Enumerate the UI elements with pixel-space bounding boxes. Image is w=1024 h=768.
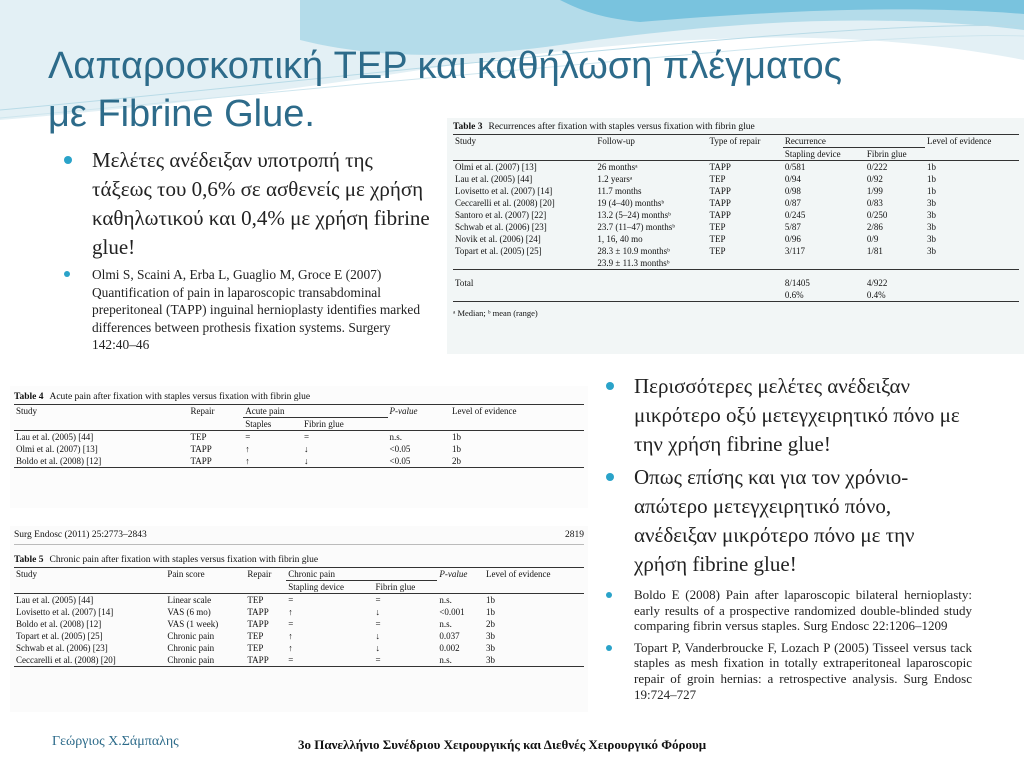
journal-page-number: 2819 xyxy=(565,530,584,540)
table3-cell-followup: 23.9 ± 11.3 monthsᵇ xyxy=(595,257,707,270)
bullet-text: Μελέτες ανέδειξαν υποτροπή της τάξεως του 0,6% σε ασθενείς με χρήση καθηλωτικού και 0,4% με χρήση fibrine glue! xyxy=(92,148,430,259)
table5-cell-score: Chronic pain xyxy=(167,643,215,653)
table5-cell-fibrin: = xyxy=(375,619,381,629)
table4-cell-staples: ↑ xyxy=(243,455,302,468)
table3-cell-level: 3b xyxy=(926,222,936,232)
table3-cell-type: TAPP xyxy=(709,162,731,172)
table4-cell-level: 1b xyxy=(452,432,462,442)
table5-cell-fibrin: ↓ xyxy=(375,631,380,641)
table4-caption: Table 4 Acute pain after fixation with staples versus fixation with fibrin glue xyxy=(14,392,311,402)
table4-header-acute: Acute pain xyxy=(243,405,387,418)
table3-cell-fibrin: 0/83 xyxy=(866,198,883,208)
title-line-2: με Fibrine Glue. xyxy=(48,93,315,135)
table5-cell-stapling: ↑ xyxy=(288,643,293,653)
table5-cell-study: Lovisetto et al. (2007) [14] xyxy=(16,607,114,617)
table3-row xyxy=(453,233,1019,245)
table3-row xyxy=(453,173,1019,185)
table4 xyxy=(14,404,584,468)
table4-cell-p: n.s. xyxy=(389,432,403,442)
table4-cell-staples: ↑ xyxy=(245,444,250,454)
table5-cell-score: Chronic pain xyxy=(167,631,215,641)
table4-row xyxy=(14,431,584,444)
table5-cell-score: Linear scale xyxy=(167,595,212,605)
table5-cell-p: n.s. xyxy=(437,654,484,667)
bullet-dot-icon xyxy=(606,645,612,651)
table3-cell-fibrin: 0/92 xyxy=(866,174,883,184)
table3-cell-stapling: 0/87 xyxy=(784,198,801,208)
table4-cell-fibrin: ↓ xyxy=(303,444,309,454)
table5-image xyxy=(10,526,588,712)
table5-header-score: Pain score xyxy=(165,568,245,581)
table3-body xyxy=(453,161,1019,270)
left-bullet-list xyxy=(60,146,432,354)
table3-total-fibrin: 4/922 xyxy=(865,270,925,290)
table3-cell-stapling: 0/96 xyxy=(784,234,801,244)
table3-cell-fibrin: 2/86 xyxy=(866,222,883,232)
table3-cell-stapling: 0/581 xyxy=(784,162,806,172)
table5-cell-repair: TEP xyxy=(247,643,264,653)
table3-cell-level: 1b xyxy=(926,162,936,172)
table3-cell-followup: 28.3 ± 10.9 monthsᵇ xyxy=(597,246,670,256)
table5-cell-p: <0.001 xyxy=(439,607,465,617)
table4-cell-level: 2b xyxy=(450,455,584,468)
table4-header-staples: Staples xyxy=(243,418,302,431)
table5-row xyxy=(14,654,584,667)
table4-cell-p: <0.05 xyxy=(389,444,411,454)
table3-cell-fibrin: 1/99 xyxy=(866,186,883,196)
table4-cell-repair: TEP xyxy=(190,432,207,442)
table5-caption: Table 5 Chronic pain after fixation with staples versus fixation with fibrin glue xyxy=(14,555,319,565)
table5-cell-repair: TAPP xyxy=(247,607,269,617)
table3-cell-type: TEP xyxy=(709,174,726,184)
table3-cell-study: Lovisetto et al. (2007) [14] xyxy=(455,186,553,196)
table5-header-chronic: Chronic pain xyxy=(286,568,437,581)
bullet-dot-icon xyxy=(606,382,614,390)
table3-total-label: Total xyxy=(453,270,595,290)
table3-header-recurrence: Recurrence xyxy=(783,135,925,148)
table5-header-pvalue: P-value xyxy=(437,568,484,581)
table3-cell-study: Olmi et al. (2007) [13] xyxy=(455,162,537,172)
table5-cell-study: Lau et al. (2005) [44] xyxy=(16,595,94,605)
table4-cell-p: <0.05 xyxy=(388,455,451,468)
table5-cell-level: 2b xyxy=(486,619,496,629)
footer-conference: 3ο Πανελλήνιο Συνέδριου Χειρουργικής και Διεθνές Χειρουργικό Φόρουμ xyxy=(298,737,707,752)
table3-row xyxy=(453,221,1019,233)
table4-cell-repair: TAPP xyxy=(190,444,212,454)
table5-cell-fibrin: ↓ xyxy=(375,643,380,653)
table5-cell-level: 1b xyxy=(486,607,496,617)
table5-row xyxy=(14,642,584,654)
table3-header-level: Level of evidence xyxy=(925,135,1019,148)
table5-cell-study: Boldo et al. (2008) [12] xyxy=(16,619,102,629)
table5-cell-study: Schwab et al. (2006) [23] xyxy=(16,643,108,653)
table5-cell-study: Topart et al. (2005) [25] xyxy=(16,631,103,641)
bullet-reference-topart xyxy=(602,640,972,702)
table3-cell-type xyxy=(708,257,783,270)
table4-cell-level: 1b xyxy=(452,444,462,454)
bullet-chronic-pain xyxy=(602,463,972,579)
table3-cell-level: 1b xyxy=(926,186,936,196)
table3-cell-level: 3b xyxy=(926,210,936,220)
table4-cell-repair: TAPP xyxy=(189,455,244,468)
table3-header-stapling: Stapling device xyxy=(783,148,865,161)
table3-row xyxy=(453,257,1019,270)
table3-row xyxy=(453,197,1019,209)
table4-cell-study: Olmi et al. (2007) [13] xyxy=(16,444,98,454)
table5-cell-stapling: ↑ xyxy=(288,607,293,617)
bullet-recurrence-summary xyxy=(60,146,432,262)
table5-row xyxy=(14,606,584,618)
table5-cell-stapling: = xyxy=(286,654,373,667)
bullet-reference-boldo xyxy=(602,587,972,634)
table3-cell-study: Santoro et al. (2007) [22] xyxy=(455,210,547,220)
table3-cell-followup: 1, 16, 40 mo xyxy=(597,234,643,244)
reference-text: Topart P, Vanderbroucke F, Lozach P (2005) Tisseel versus tack staples as mesh fixation in totally extraperitoneal laparoscopic repair of groin hernias: a retrospective analysis. Surg Endosc 19:724–727 xyxy=(634,639,972,702)
table3-header-followup: Follow-up xyxy=(595,135,707,148)
table4-cell-fibrin: ↓ xyxy=(302,455,388,468)
table4-header-repair: Repair xyxy=(189,405,244,418)
table3-cell-level: 1b xyxy=(926,174,936,184)
right-bullet-list xyxy=(602,372,972,702)
bullet-dot-icon xyxy=(606,473,614,481)
table3-row xyxy=(453,161,1019,174)
table3-cell-stapling: 5/87 xyxy=(784,222,801,232)
table3-header-fibrin: Fibrin glue xyxy=(865,148,925,161)
table3-row xyxy=(453,185,1019,197)
table3-cell-study: Ceccarelli et al. (2008) [20] xyxy=(455,198,555,208)
table3-cell-type: TAPP xyxy=(709,186,731,196)
table5-cell-p: 0.037 xyxy=(439,631,460,641)
bullet-reference-olmi xyxy=(60,266,432,354)
footer-author: Γεώργιος Χ.Σάμπαλης xyxy=(52,734,179,749)
table5-journal-header xyxy=(14,530,584,545)
table3-cell-followup: 11.7 months xyxy=(597,186,642,196)
table3-total-pct-stapling: 0.6% xyxy=(783,289,865,302)
table3-cell-fibrin: 1/81 xyxy=(866,246,883,256)
table5-cell-level: 3b xyxy=(484,654,584,667)
table3-cell-fibrin: 0/222 xyxy=(866,162,888,172)
table3-cell-followup: 13.2 (5–24) monthsᵇ xyxy=(597,210,671,220)
table3-caption: Table 3 Recurrences after fixation with staples versus fixation with fibrin glue xyxy=(453,122,755,132)
table3-cell-followup: 23.7 (11–47) monthsᵇ xyxy=(597,222,676,232)
table4-header-study: Study xyxy=(14,405,189,418)
table5-header-stapling: Stapling device xyxy=(286,581,373,594)
table5-cell-repair: TEP xyxy=(247,631,264,641)
table3-cell-type: TEP xyxy=(709,234,726,244)
table3-row xyxy=(453,209,1019,221)
table5-row xyxy=(14,618,584,630)
table3-total-pct-fibrin: 0.4% xyxy=(865,289,925,302)
table3-cell-level: 3b xyxy=(926,198,936,208)
table4-header-level: Level of evidence xyxy=(450,405,584,418)
table3-cell-study: Topart et al. (2005) [25] xyxy=(455,246,542,256)
table3-row xyxy=(453,245,1019,257)
table3-cell-stapling: 0/98 xyxy=(784,186,801,196)
table5-cell-stapling: ↑ xyxy=(288,631,293,641)
table3-cell-type: TAPP xyxy=(709,210,731,220)
table3-cell-stapling xyxy=(783,257,865,270)
table5-cell-p: n.s. xyxy=(439,595,452,605)
table5-cell-stapling: = xyxy=(288,619,294,629)
table4-cell-staples: = xyxy=(245,432,251,442)
table4-row xyxy=(14,455,584,468)
table3-cell-fibrin: 0/9 xyxy=(866,234,879,244)
table5-cell-repair: TAPP xyxy=(247,619,269,629)
table5-cell-level: 1b xyxy=(486,595,496,605)
table5-row xyxy=(14,630,584,642)
reference-text: Boldo E (2008) Pain after laparoscopic bilateral hernioplasty: early results of a prospective randomized double-blinded study comparing fibrin versus staples. Surg Endosc 22:1206–1209 xyxy=(634,587,972,634)
table5-cell-repair: TAPP xyxy=(245,654,286,667)
table5-cell-score: VAS (6 mo) xyxy=(167,607,211,617)
bullet-acute-pain xyxy=(602,372,972,459)
table3-cell-study: Schwab et al. (2006) [23] xyxy=(455,222,547,232)
table4-header-pvalue: P-value xyxy=(388,405,451,418)
table3-cell-stapling: 0/94 xyxy=(784,174,801,184)
table3-cell-study: Novik et al. (2006) [24] xyxy=(455,234,541,244)
table3-cell-study: Lau et al. (2005) [44] xyxy=(455,174,533,184)
bullet-text: Οπως επίσης και για τον χρόνιο-απώτερο μετεγχειρητικό πόνο, ανέδειξαν μικρότερο πόνο με την χρήση fibrine glue! xyxy=(634,465,915,576)
table3-footnote: ᵃ Median; ᵇ mean (range) xyxy=(453,308,538,318)
table5-header-repair: Repair xyxy=(245,568,286,581)
table3-cell-followup: 1.2 yearsᵃ xyxy=(597,174,633,184)
table3-cell-followup: 26 monthsᵃ xyxy=(597,162,638,172)
table5-cell-fibrin: = xyxy=(375,595,381,605)
table3-cell-level: 3b xyxy=(926,246,936,256)
table3-cell-type: TEP xyxy=(709,222,726,232)
table5-header-study: Study xyxy=(14,568,165,581)
reference-text: Olmi S, Scaini A, Erba L, Guaglio M, Groce E (2007) Quantification of pain in laparoscopic transabdominal preperitoneal (TAPP) inguinal hernioplasty identifies marked differences between prothesis fixation systems. Surgery 142:40–46 xyxy=(92,267,421,353)
title-line-1: Λαπαροσκοπική TEP και καθήλωση πλέγματος xyxy=(48,45,842,87)
table3-cell-level: 3b xyxy=(926,234,936,244)
table4-image xyxy=(10,386,588,508)
table5-cell-score: VAS (1 week) xyxy=(167,619,219,629)
table5-row xyxy=(14,594,584,607)
table5-body xyxy=(14,594,584,667)
table3-cell-followup: 19 (4–40) monthsᵇ xyxy=(597,198,665,208)
table4-header-fibrin: Fibrin glue xyxy=(302,418,388,431)
table4-cell-study: Boldo et al. (2008) [12] xyxy=(14,455,189,468)
table5-cell-fibrin: = xyxy=(373,654,437,667)
table3-cell-stapling: 3/117 xyxy=(784,246,806,256)
table5-header-level: Level of evidence xyxy=(484,568,584,581)
table5-cell-level: 3b xyxy=(486,631,496,641)
table3-header-type: Type of repair xyxy=(708,135,783,148)
table3-cell-study xyxy=(453,257,595,270)
table5 xyxy=(14,567,584,667)
table3-cell-level xyxy=(925,257,1019,270)
table5-cell-score: Chronic pain xyxy=(165,654,245,667)
table3-cell-type: TAPP xyxy=(709,198,731,208)
table3-cell-type: TEP xyxy=(709,246,726,256)
table5-cell-p: n.s. xyxy=(439,619,452,629)
bullet-dot-icon xyxy=(64,271,70,277)
table4-body xyxy=(14,431,584,468)
table3-header-study: Study xyxy=(453,135,595,148)
table5-cell-level: 3b xyxy=(486,643,496,653)
table4-cell-study: Lau et al. (2005) [44] xyxy=(16,432,94,442)
table5-cell-fibrin: ↓ xyxy=(375,607,380,617)
table3-image xyxy=(447,118,1024,354)
table3-total-stapling: 8/1405 xyxy=(783,270,865,290)
bullet-dot-icon xyxy=(606,592,612,598)
bullet-dot-icon xyxy=(64,156,72,164)
table3-cell-stapling: 0/245 xyxy=(784,210,806,220)
bullet-text: Περισσότερες μελέτες ανέδειξαν μικρότερο οξύ μετεγχειρητικό πόνο με την χρήση fibrine glue! xyxy=(634,374,960,456)
table4-row xyxy=(14,443,584,455)
journal-citation: Surg Endosc (2011) 25:2773–2843 xyxy=(14,530,147,540)
table4-cell-fibrin: = xyxy=(303,432,310,442)
table5-cell-p: 0.002 xyxy=(439,643,460,653)
table3-cell-fibrin xyxy=(865,257,925,270)
table3-cell-fibrin: 0/250 xyxy=(866,210,888,220)
table5-cell-stapling: = xyxy=(288,595,294,605)
table5-cell-repair: TEP xyxy=(247,595,264,605)
table5-header-fibrin: Fibrin glue xyxy=(373,581,437,594)
table5-cell-study: Ceccarelli et al. (2008) [20] xyxy=(14,654,165,667)
table3 xyxy=(453,134,1019,302)
